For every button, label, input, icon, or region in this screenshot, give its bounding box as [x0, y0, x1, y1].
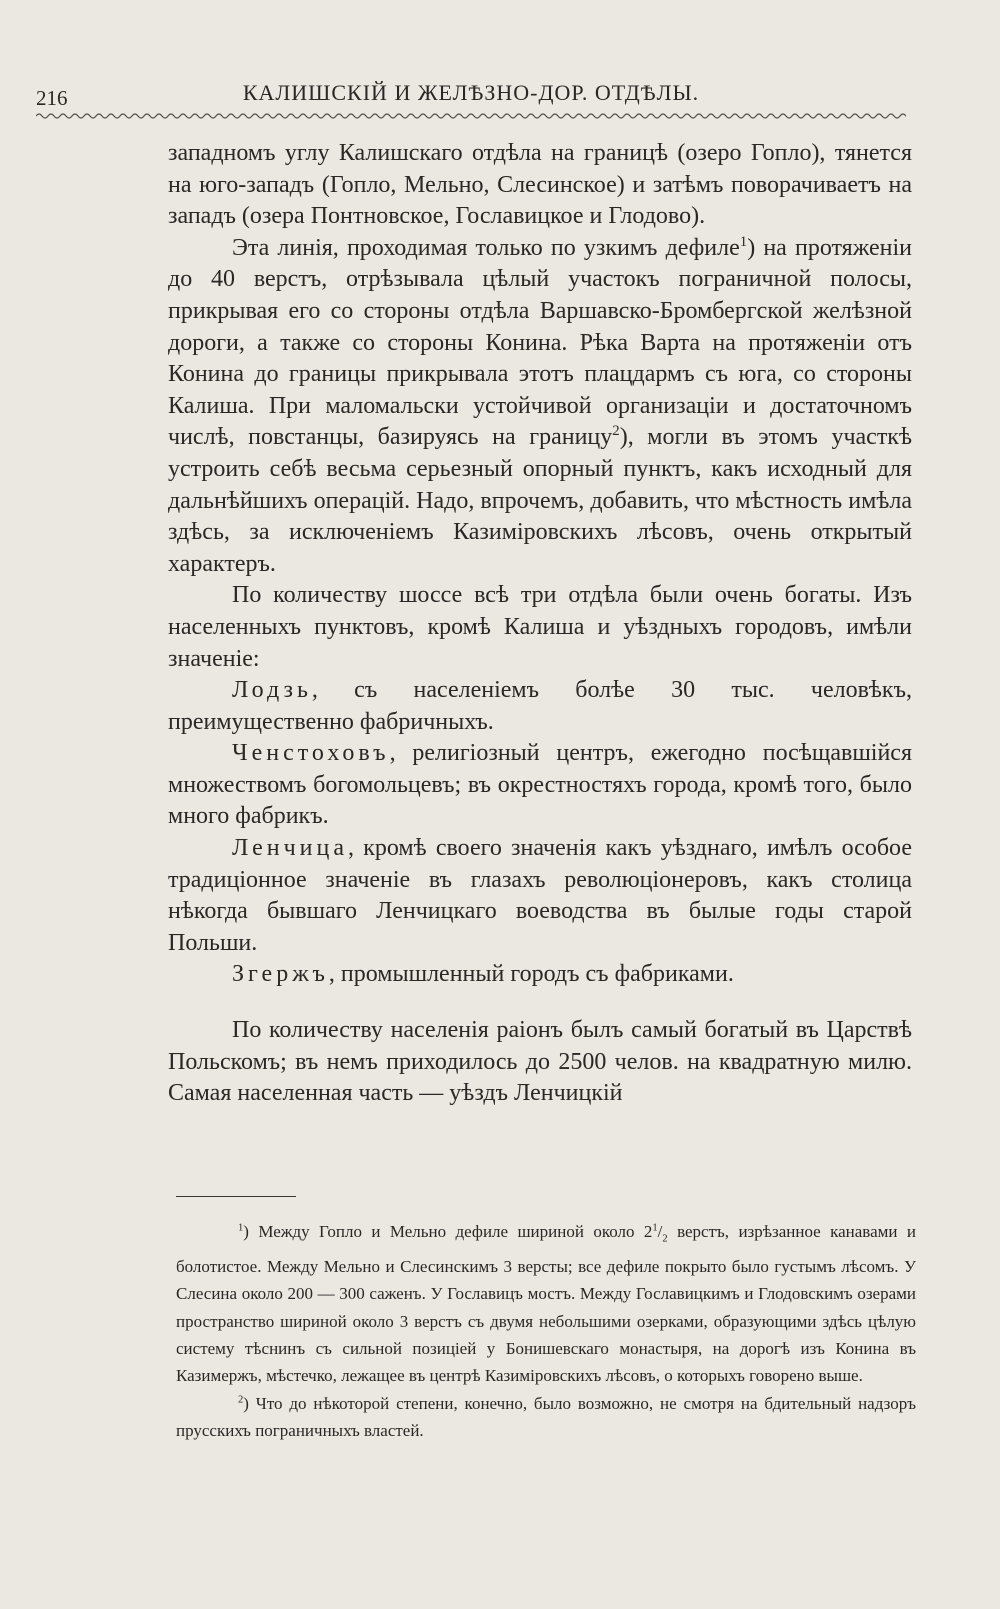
header-wavy-rule [36, 110, 906, 122]
footnote-divider [176, 1196, 296, 1197]
paragraph: Згержъ, промышленный городъ съ фабриками. [232, 961, 734, 988]
paragraph: Лодзь, съ населеніемъ болѣе 30 тыс. человѣкъ, преимущественно фабричныхъ. [168, 677, 912, 735]
page-number: 216 [36, 86, 68, 110]
place-name: Згержъ [232, 961, 329, 988]
place-name: Ченстоховъ [232, 740, 390, 767]
paragraph: Ленчица, кромѣ своего значенія какъ уѣзднаго, имѣлъ особое традиціонное значеніе въ глазахъ революціонеровъ, какъ столица нѣкогда бывшаго Ленчицкаго воеводства въ былые годы старой Польши. [168, 835, 912, 956]
paragraph: западномъ углу Калишскаго отдѣла на границѣ (озеро Гопло), тянется на юго-западъ (Гопло, Мельно, Слесинское) и затѣмъ поворачиваетъ на западъ (озера Понтновское, Гославицкое и Глодово). [168, 140, 912, 230]
running-title: КАЛИШСКІЙ И ЖЕЛѢЗНО-ДОР. ОТДѢЛЫ. [242, 80, 700, 105]
footnote: $^1$) Между Гопло и Мельно дефиле шириной около $2^1/_2$ верстъ, изрѣзанное канавами и болотистое. Между Мельно и Слесинскимъ 3 версты; все дефиле покрыто было густымъ лѣсомъ. У Слесина около 200 — 300 саженъ. У Гославицъ мостъ. Между Гославицкимъ и Глодовскимъ озерами пространство шириной около 3 верстъ съ двумя небольшими озерками, образующими здѣсь цѣлую систему тѣснинъ съ сильной позиціей у Бонишевскаго монастыря, на дорогѣ изъ Конина въ Казимержъ, мѣстечко, лежащее въ центрѣ Казиміровскихъ лѣсовъ, о которыхъ говорено выше. [176, 1222, 916, 1386]
footnote-ref: 1 [739, 233, 748, 250]
footnote: $^2$) Что до нѣкоторой степени, конечно, было возможно, не смотря на бдительный надзоръ прусскихъ пограничныхъ властей. [176, 1393, 916, 1441]
paragraph: По количеству шоссе всѣ три отдѣла были очень богаты. Изъ населенныхъ пунктовъ, кромѣ Калиша и уѣздныхъ городовъ, имѣли значеніе: [168, 582, 912, 672]
footnote-mark: 1 [238, 1222, 244, 1234]
paragraph: Эта линія, проходимая только по узкимъ дефиле$^1$) на протяженіи до 40 верстъ, отрѣзывала цѣлый участокъ пограничной полосы, прикрывая его со стороны отдѣла Варшавско-Бромбергской желѣзной дороги, а также со стороны Конина. Рѣка Варта на протяженіи отъ Конина до границы прикрывала этотъ плацдармъ съ юга, со стороны Калиша. При маломальски устойчивой организаціи и достаточномъ числѣ, повстанцы, базируясь на границу$^2$), могли въ этомъ участкѣ устроить себѣ весьма серьезный опорный пунктъ, какъ исходный для дальнѣйшихъ операцій. Надо, впрочемъ, добавить, что мѣстность имѣла здѣсь, за исключеніемъ Казиміровскихъ лѣсовъ, очень открытый характеръ. [168, 233, 912, 577]
main-text [168, 138, 912, 1110]
place-name: Лодзь [232, 677, 312, 704]
page-header [36, 74, 906, 110]
paragraph: По количеству населенія раіонъ былъ самый богатый въ Царствѣ Польскомъ; въ немъ приходилось до 2500 челов. на квадратную милю. Самая населенная часть — уѣздъ Ленчицкій [168, 1017, 912, 1107]
footnote-mark: 2 [238, 1394, 244, 1406]
footnotes [176, 1218, 916, 1445]
paragraph: Ченстоховъ, религіозный центръ, ежегодно посѣщавшійся множествомъ богомольцевъ; въ окрестностяхъ города, кромѣ того, было много фабрикъ. [168, 740, 912, 830]
place-name: Ленчица [232, 835, 349, 862]
footnote-ref: 2 [612, 423, 620, 440]
